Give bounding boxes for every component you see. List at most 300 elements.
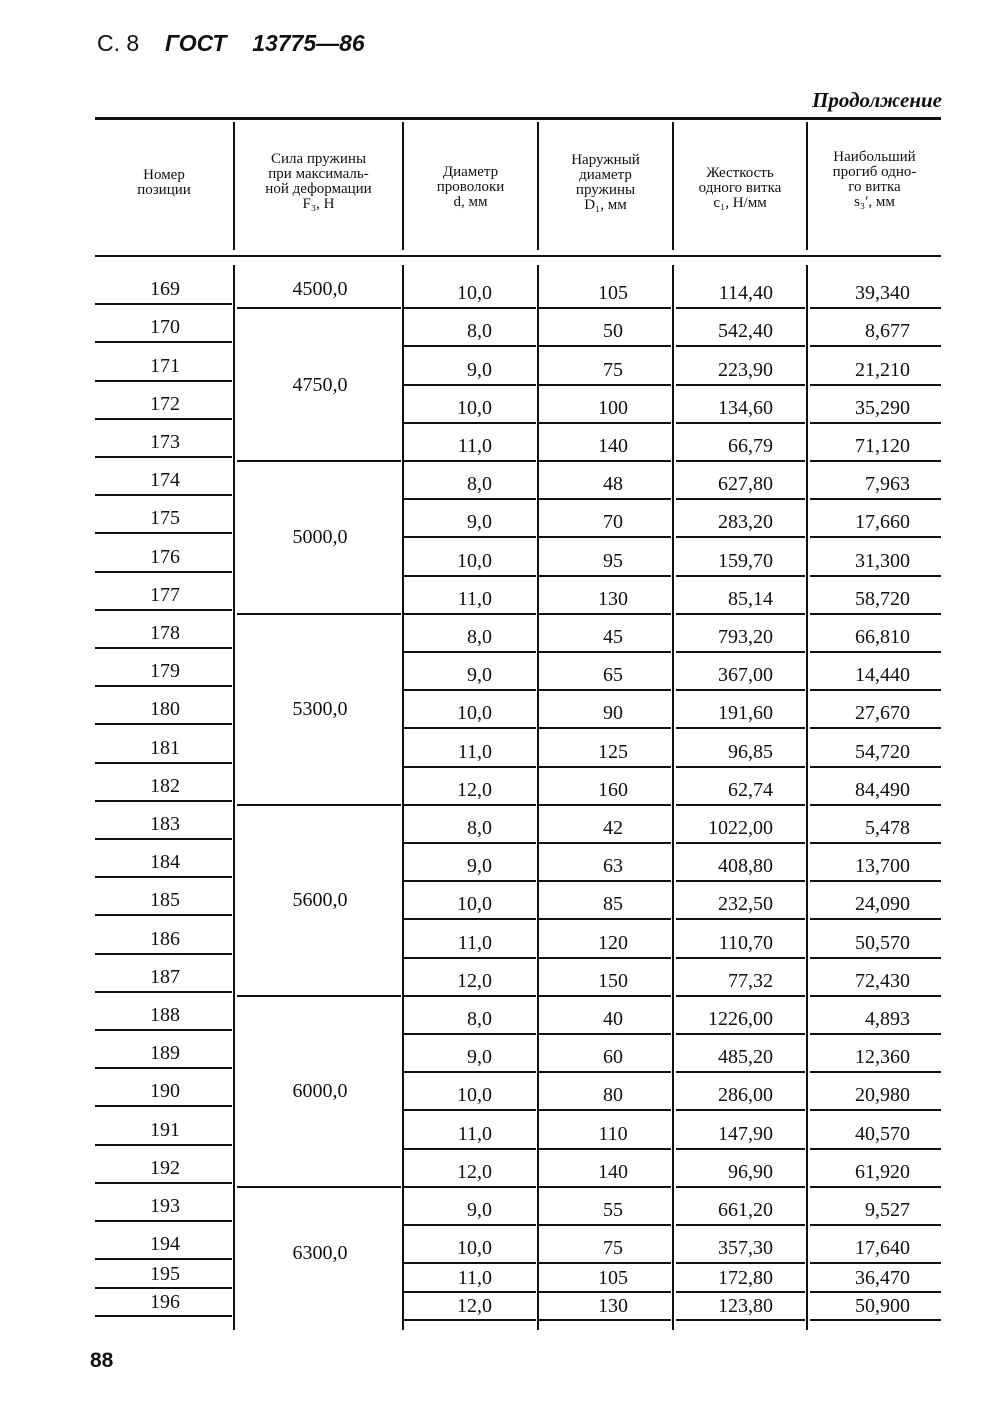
row-rule bbox=[237, 613, 401, 615]
outer-diameter: 75 bbox=[603, 358, 623, 381]
coil-stiffness: 85,14 bbox=[728, 587, 773, 610]
column-header-line: пружины bbox=[575, 182, 636, 198]
coil-stiffness: 159,70 bbox=[718, 549, 773, 572]
column-divider bbox=[537, 122, 539, 250]
spring-force-value: 6000,0 bbox=[292, 1080, 348, 1103]
row-rule bbox=[237, 1186, 401, 1188]
row-rule bbox=[810, 460, 941, 462]
outer-diameter: 55 bbox=[603, 1198, 623, 1221]
page-number: 88 bbox=[90, 1349, 114, 1372]
coil-deflection: 50,900 bbox=[855, 1295, 910, 1317]
row-rule bbox=[95, 494, 232, 496]
row-rule bbox=[676, 651, 805, 653]
row-rule bbox=[404, 766, 536, 768]
outer-diameter: 140 bbox=[598, 434, 628, 457]
row-rule bbox=[237, 460, 401, 462]
wire-diameter: 12,0 bbox=[457, 1160, 492, 1183]
table-header-rule bbox=[95, 255, 941, 257]
coil-deflection: 20,980 bbox=[855, 1084, 910, 1107]
row-rule bbox=[676, 575, 805, 577]
position-number: 173 bbox=[150, 430, 180, 453]
outer-diameter: 100 bbox=[598, 396, 628, 419]
column-header-deflection bbox=[808, 150, 941, 210]
row-rule bbox=[676, 384, 805, 386]
table-top-rule bbox=[95, 117, 941, 120]
position-number: 176 bbox=[150, 545, 180, 568]
column-header-line: c₁, Н/мм bbox=[713, 195, 767, 211]
spring-force-value: 5300,0 bbox=[292, 698, 348, 721]
row-rule bbox=[676, 880, 805, 882]
row-rule bbox=[539, 384, 671, 386]
position-number: 187 bbox=[150, 965, 180, 988]
row-rule bbox=[404, 1186, 536, 1188]
row-rule bbox=[539, 460, 671, 462]
wire-diameter: 8,0 bbox=[467, 625, 492, 648]
column-header-force bbox=[235, 152, 402, 212]
spring-force-value: 4500,0 bbox=[292, 278, 348, 301]
coil-stiffness: 286,00 bbox=[718, 1084, 773, 1107]
row-rule bbox=[237, 804, 401, 806]
coil-deflection: 58,720 bbox=[855, 587, 910, 610]
row-rule bbox=[404, 918, 536, 920]
row-rule bbox=[676, 727, 805, 729]
position-number: 183 bbox=[150, 812, 180, 835]
row-rule bbox=[95, 532, 232, 534]
coil-deflection: 12,360 bbox=[855, 1046, 910, 1069]
row-rule bbox=[404, 307, 536, 309]
row-rule bbox=[95, 1067, 232, 1069]
coil-deflection: 54,720 bbox=[855, 740, 910, 763]
coil-stiffness: 357,30 bbox=[718, 1237, 773, 1260]
row-rule bbox=[676, 422, 805, 424]
row-rule bbox=[810, 1148, 941, 1150]
column-header-line: D₁, мм bbox=[584, 197, 627, 213]
wire-diameter: 10,0 bbox=[457, 549, 492, 572]
coil-stiffness: 191,60 bbox=[718, 702, 773, 725]
row-rule bbox=[539, 651, 671, 653]
row-rule bbox=[676, 842, 805, 844]
column-divider bbox=[806, 122, 808, 250]
coil-deflection: 50,570 bbox=[855, 931, 910, 954]
outer-diameter: 105 bbox=[598, 1267, 628, 1289]
row-rule bbox=[810, 727, 941, 729]
row-rule bbox=[539, 918, 671, 920]
row-rule bbox=[404, 957, 536, 959]
row-rule bbox=[810, 1071, 941, 1073]
spring-force-value: 4750,0 bbox=[292, 373, 348, 396]
outer-diameter: 42 bbox=[603, 816, 623, 839]
row-rule bbox=[539, 1109, 671, 1111]
row-rule bbox=[539, 1224, 671, 1226]
row-rule bbox=[810, 307, 941, 309]
column-divider bbox=[233, 122, 235, 250]
outer-diameter: 110 bbox=[598, 1122, 628, 1145]
row-rule bbox=[95, 876, 232, 878]
row-rule bbox=[676, 995, 805, 997]
column-header-line: Номер bbox=[143, 167, 185, 183]
row-rule bbox=[404, 880, 536, 882]
wire-diameter: 8,0 bbox=[467, 816, 492, 839]
row-rule bbox=[810, 689, 941, 691]
standard-label: ГОСТ bbox=[164, 30, 227, 56]
wire-diameter: 9,0 bbox=[467, 1198, 492, 1221]
row-rule bbox=[95, 685, 232, 687]
row-rule bbox=[404, 1071, 536, 1073]
outer-diameter: 48 bbox=[603, 473, 623, 496]
row-rule bbox=[404, 689, 536, 691]
wire-diameter: 9,0 bbox=[467, 511, 492, 534]
coil-stiffness: 147,90 bbox=[718, 1122, 773, 1145]
row-rule bbox=[539, 575, 671, 577]
column-header-line: Диаметр bbox=[442, 164, 499, 180]
row-rule bbox=[539, 689, 671, 691]
coil-deflection: 17,660 bbox=[855, 511, 910, 534]
wire-diameter: 11,0 bbox=[457, 931, 492, 954]
coil-stiffness: 661,20 bbox=[718, 1198, 773, 1221]
position-number: 179 bbox=[150, 660, 180, 683]
coil-stiffness: 77,32 bbox=[728, 969, 773, 992]
coil-deflection: 36,470 bbox=[855, 1267, 910, 1289]
coil-deflection: 4,893 bbox=[865, 1007, 910, 1030]
row-rule bbox=[810, 1224, 941, 1226]
row-rule bbox=[676, 1033, 805, 1035]
row-rule bbox=[539, 766, 671, 768]
position-number: 184 bbox=[150, 851, 180, 874]
standard-number: 13775—86 bbox=[252, 30, 365, 56]
position-number: 177 bbox=[150, 583, 180, 606]
row-rule bbox=[95, 303, 232, 305]
row-rule bbox=[539, 804, 671, 806]
outer-diameter: 60 bbox=[603, 1046, 623, 1069]
coil-deflection: 66,810 bbox=[855, 625, 910, 648]
coil-deflection: 13,700 bbox=[855, 855, 910, 878]
column-header-line: Сила пружины bbox=[270, 151, 367, 167]
position-number: 188 bbox=[150, 1003, 180, 1026]
outer-diameter: 120 bbox=[598, 931, 628, 954]
page-header bbox=[97, 30, 365, 57]
row-rule bbox=[404, 1109, 536, 1111]
column-header-line: s₃′, мм bbox=[854, 194, 895, 210]
outer-diameter: 130 bbox=[598, 1295, 628, 1317]
row-rule bbox=[810, 1033, 941, 1035]
row-rule bbox=[539, 957, 671, 959]
outer-diameter: 63 bbox=[603, 855, 623, 878]
coil-stiffness: 232,50 bbox=[718, 893, 773, 916]
row-rule bbox=[539, 727, 671, 729]
row-rule bbox=[95, 838, 232, 840]
row-rule bbox=[810, 536, 941, 538]
coil-deflection: 35,290 bbox=[855, 396, 910, 419]
outer-diameter: 50 bbox=[603, 320, 623, 343]
wire-diameter: 9,0 bbox=[467, 855, 492, 878]
row-rule bbox=[95, 991, 232, 993]
row-rule bbox=[404, 995, 536, 997]
wire-diameter: 11,0 bbox=[457, 740, 492, 763]
row-rule bbox=[95, 380, 232, 382]
row-rule bbox=[539, 498, 671, 500]
column-header-line: го витка bbox=[848, 179, 901, 195]
outer-diameter: 80 bbox=[603, 1084, 623, 1107]
spring-force-value: 6300,0 bbox=[292, 1242, 348, 1265]
outer-diameter: 105 bbox=[598, 282, 628, 305]
column-header-line: проволоки bbox=[436, 179, 505, 195]
coil-deflection: 40,570 bbox=[855, 1122, 910, 1145]
row-rule bbox=[539, 880, 671, 882]
row-rule bbox=[810, 384, 941, 386]
row-rule bbox=[676, 918, 805, 920]
outer-diameter: 75 bbox=[603, 1237, 623, 1260]
position-number: 180 bbox=[150, 698, 180, 721]
row-rule bbox=[676, 536, 805, 538]
coil-deflection: 27,670 bbox=[855, 702, 910, 725]
outer-diameter: 150 bbox=[598, 969, 628, 992]
wire-diameter: 10,0 bbox=[457, 396, 492, 419]
row-rule bbox=[539, 1186, 671, 1188]
row-rule bbox=[95, 723, 232, 725]
position-number: 178 bbox=[150, 621, 180, 644]
row-rule bbox=[95, 609, 232, 611]
position-number: 189 bbox=[150, 1042, 180, 1065]
row-rule bbox=[237, 995, 401, 997]
column-header-line: диаметр bbox=[579, 167, 632, 183]
coil-stiffness: 367,00 bbox=[718, 664, 773, 687]
wire-diameter: 10,0 bbox=[457, 1084, 492, 1107]
column-header-line: ной деформации bbox=[265, 181, 372, 197]
row-rule bbox=[95, 1315, 232, 1317]
row-rule bbox=[810, 1109, 941, 1111]
coil-stiffness: 627,80 bbox=[718, 473, 773, 496]
column-header-outer bbox=[539, 153, 672, 213]
row-rule bbox=[404, 345, 536, 347]
row-rule bbox=[539, 1033, 671, 1035]
row-rule bbox=[237, 307, 401, 309]
row-rule bbox=[676, 613, 805, 615]
row-rule bbox=[810, 766, 941, 768]
wire-diameter: 10,0 bbox=[457, 282, 492, 305]
row-rule bbox=[676, 460, 805, 462]
position-number: 192 bbox=[150, 1156, 180, 1179]
row-rule bbox=[404, 498, 536, 500]
row-rule bbox=[810, 842, 941, 844]
row-rule bbox=[539, 995, 671, 997]
position-number: 194 bbox=[150, 1233, 180, 1256]
wire-diameter: 8,0 bbox=[467, 473, 492, 496]
coil-stiffness: 96,90 bbox=[728, 1160, 773, 1183]
position-number: 170 bbox=[150, 316, 180, 339]
row-rule bbox=[404, 1033, 536, 1035]
column-header-line: Наружный bbox=[571, 152, 640, 168]
row-rule bbox=[95, 1182, 232, 1184]
row-rule bbox=[404, 1319, 536, 1321]
row-rule bbox=[676, 345, 805, 347]
row-rule bbox=[95, 914, 232, 916]
row-rule bbox=[404, 651, 536, 653]
row-rule bbox=[676, 1224, 805, 1226]
position-number: 174 bbox=[150, 469, 180, 492]
wire-diameter: 11,0 bbox=[457, 1122, 492, 1145]
coil-deflection: 71,120 bbox=[855, 434, 910, 457]
position-number: 195 bbox=[150, 1263, 180, 1285]
column-divider bbox=[672, 122, 674, 250]
row-rule bbox=[95, 341, 232, 343]
column-header-line: прогиб одно- bbox=[832, 164, 917, 180]
row-rule bbox=[810, 422, 941, 424]
coil-stiffness: 134,60 bbox=[718, 396, 773, 419]
row-rule bbox=[404, 613, 536, 615]
row-rule bbox=[95, 647, 232, 649]
row-rule bbox=[95, 571, 232, 573]
row-rule bbox=[810, 575, 941, 577]
wire-diameter: 12,0 bbox=[457, 1295, 492, 1317]
wire-diameter: 11,0 bbox=[457, 1267, 492, 1289]
position-number: 186 bbox=[150, 927, 180, 950]
column-header-line: Наибольший bbox=[833, 149, 916, 165]
row-rule bbox=[539, 842, 671, 844]
row-rule bbox=[95, 762, 232, 764]
position-number: 193 bbox=[150, 1194, 180, 1217]
column-header-line: при максималь- bbox=[268, 166, 369, 182]
column-header-wire bbox=[404, 165, 537, 210]
row-rule bbox=[404, 384, 536, 386]
position-number: 181 bbox=[150, 736, 180, 759]
row-rule bbox=[810, 651, 941, 653]
column-header-line: позиции bbox=[137, 182, 191, 198]
outer-diameter: 40 bbox=[603, 1007, 623, 1030]
coil-deflection: 31,300 bbox=[855, 549, 910, 572]
row-rule bbox=[676, 498, 805, 500]
coil-stiffness: 114,40 bbox=[718, 282, 773, 305]
row-rule bbox=[676, 307, 805, 309]
coil-deflection: 39,340 bbox=[855, 282, 910, 305]
outer-diameter: 45 bbox=[603, 625, 623, 648]
coil-deflection: 72,430 bbox=[855, 969, 910, 992]
row-rule bbox=[404, 460, 536, 462]
row-rule bbox=[539, 613, 671, 615]
coil-stiffness: 110,70 bbox=[718, 931, 773, 954]
row-rule bbox=[95, 800, 232, 802]
wire-diameter: 8,0 bbox=[467, 320, 492, 343]
coil-deflection: 9,527 bbox=[865, 1198, 910, 1221]
position-number: 172 bbox=[150, 392, 180, 415]
outer-diameter: 140 bbox=[598, 1160, 628, 1183]
coil-stiffness: 485,20 bbox=[718, 1046, 773, 1069]
spring-force-value: 5600,0 bbox=[292, 889, 348, 912]
coil-deflection: 14,440 bbox=[855, 664, 910, 687]
row-rule bbox=[404, 575, 536, 577]
row-rule bbox=[676, 1109, 805, 1111]
row-rule bbox=[810, 498, 941, 500]
row-rule bbox=[810, 613, 941, 615]
coil-deflection: 8,677 bbox=[865, 320, 910, 343]
column-header-stiffness bbox=[674, 166, 806, 211]
row-rule bbox=[676, 804, 805, 806]
row-rule bbox=[95, 1029, 232, 1031]
column-header-line: F₃, Н bbox=[302, 196, 335, 212]
row-rule bbox=[810, 918, 941, 920]
coil-deflection: 7,963 bbox=[865, 473, 910, 496]
coil-stiffness: 1226,00 bbox=[708, 1007, 773, 1030]
wire-diameter: 9,0 bbox=[467, 664, 492, 687]
wire-diameter: 10,0 bbox=[457, 702, 492, 725]
row-rule bbox=[404, 727, 536, 729]
coil-stiffness: 123,80 bbox=[718, 1295, 773, 1317]
outer-diameter: 160 bbox=[598, 778, 628, 801]
position-number: 175 bbox=[150, 507, 180, 530]
row-rule bbox=[810, 880, 941, 882]
row-rule bbox=[676, 1148, 805, 1150]
column-header-line: d, мм bbox=[453, 194, 488, 210]
row-rule bbox=[95, 1105, 232, 1107]
row-rule bbox=[676, 1071, 805, 1073]
row-rule bbox=[539, 345, 671, 347]
coil-stiffness: 793,20 bbox=[718, 625, 773, 648]
coil-deflection: 21,210 bbox=[855, 358, 910, 381]
position-number: 185 bbox=[150, 889, 180, 912]
wire-diameter: 9,0 bbox=[467, 1046, 492, 1069]
coil-deflection: 84,490 bbox=[855, 778, 910, 801]
wire-diameter: 12,0 bbox=[457, 969, 492, 992]
row-rule bbox=[95, 456, 232, 458]
position-number: 182 bbox=[150, 774, 180, 797]
position-number: 171 bbox=[150, 354, 180, 377]
row-rule bbox=[676, 957, 805, 959]
row-rule bbox=[676, 689, 805, 691]
row-rule bbox=[539, 422, 671, 424]
row-rule bbox=[404, 842, 536, 844]
row-rule bbox=[539, 1071, 671, 1073]
coil-stiffness: 66,79 bbox=[728, 434, 773, 457]
row-rule bbox=[676, 1319, 805, 1321]
row-rule bbox=[404, 804, 536, 806]
spring-force-value: 5000,0 bbox=[292, 526, 348, 549]
row-rule bbox=[810, 1186, 941, 1188]
wire-diameter: 10,0 bbox=[457, 893, 492, 916]
row-rule bbox=[676, 1186, 805, 1188]
wire-diameter: 9,0 bbox=[467, 358, 492, 381]
coil-stiffness: 283,20 bbox=[718, 511, 773, 534]
wire-diameter: 11,0 bbox=[457, 434, 492, 457]
column-divider bbox=[402, 122, 404, 250]
row-rule bbox=[539, 536, 671, 538]
wire-diameter: 10,0 bbox=[457, 1237, 492, 1260]
row-rule bbox=[810, 995, 941, 997]
coil-stiffness: 62,74 bbox=[728, 778, 773, 801]
outer-diameter: 70 bbox=[603, 511, 623, 534]
row-rule bbox=[95, 1144, 232, 1146]
row-rule bbox=[539, 307, 671, 309]
row-rule bbox=[404, 422, 536, 424]
wire-diameter: 11,0 bbox=[457, 587, 492, 610]
row-rule bbox=[404, 1224, 536, 1226]
row-rule bbox=[810, 957, 941, 959]
column-header-position bbox=[95, 168, 233, 198]
coil-stiffness: 542,40 bbox=[718, 320, 773, 343]
wire-diameter: 12,0 bbox=[457, 778, 492, 801]
column-header-line: одного витка bbox=[698, 180, 782, 196]
column-header-line: Жесткость bbox=[706, 165, 774, 181]
coil-deflection: 61,920 bbox=[855, 1160, 910, 1183]
position-number: 191 bbox=[150, 1118, 180, 1141]
row-rule bbox=[539, 1148, 671, 1150]
coil-stiffness: 223,90 bbox=[718, 358, 773, 381]
coil-stiffness: 408,80 bbox=[718, 855, 773, 878]
coil-deflection: 24,090 bbox=[855, 893, 910, 916]
coil-deflection: 17,640 bbox=[855, 1237, 910, 1260]
outer-diameter: 85 bbox=[603, 893, 623, 916]
page-label: С. 8 bbox=[97, 30, 140, 56]
position-number: 169 bbox=[150, 278, 180, 301]
wire-diameter: 8,0 bbox=[467, 1007, 492, 1030]
